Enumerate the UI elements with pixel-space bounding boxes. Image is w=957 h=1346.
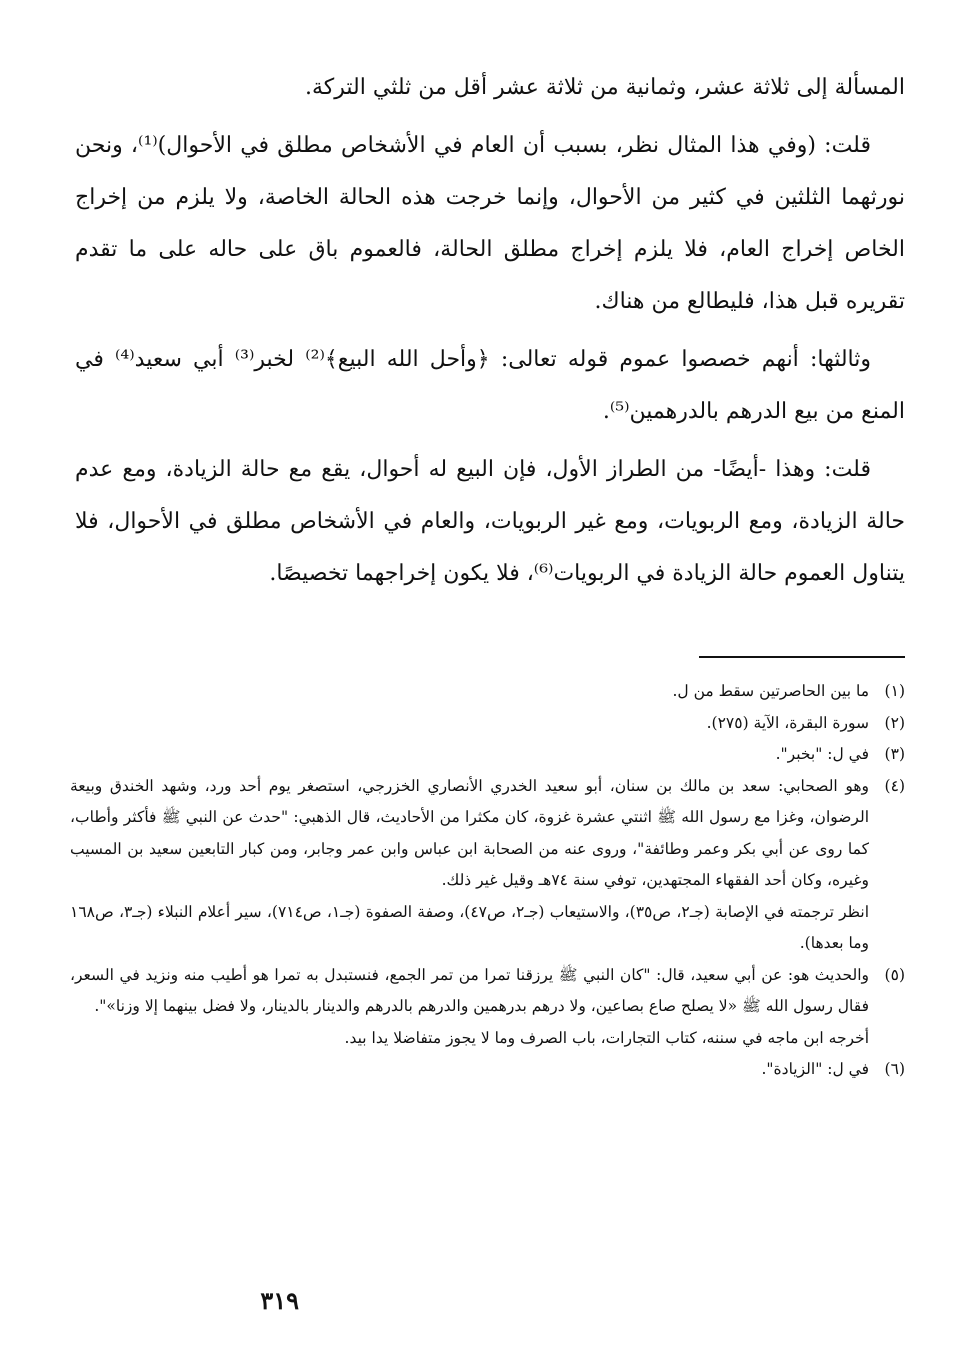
footnote-text <box>70 739 869 771</box>
footnote-1 <box>70 676 905 708</box>
footnote-text <box>70 1054 869 1086</box>
page-number: ٣١٩ <box>260 1286 299 1315</box>
main-text <box>75 62 905 606</box>
footnote-line: وهو الصحابي: سعد بن مالك بن سنان، أبو سعيد الخدري الأنصاري الخزرجي، استصغر يوم أحد ورد، وشهد الخندق وبيعة الرضوان، وغزا مع رسول الله ﷺ اثنتي عشرة غزوة، كان مكثرا من الأحاديث، قال الذهبي: "حدث عن النبي ﷺ فأكثر وأطاب، كما روى عن أبي بكر وعمر وطائفة"، وروى عنه من الصحابة ابن عباس وابن عمر وجابر، ومن كبار التابعين سعيد بن المسيب وغيره، وكان أحد الفقهاء المجتهدين، توفي سنة ٧٤هـ وقيل غير ذلك. <box>70 776 870 889</box>
footnote-number: (٢) <box>884 713 905 732</box>
paragraph-qultu-1: قلت: (وفي هذا المثال نظر، بسبب أن العام في الأشخاص مطلق في الأحوال)⁽¹⁾، ونحن نورثهما الثلثين في كثير من الأحوال، وإنما خرجت هذه الحالة الخاصة، ولا يلزم من إخراج الخاص إخراج العام، فلا يلزم إخراج مطلق الحالة، فالعموم باق على حاله على ما تقدم تقريره قبل هذا، فليطالع من هناك. <box>75 133 905 314</box>
footnote-line: أخرجه ابن ماجه في سننه، كتاب التجارات، باب الصرف وما لا يجوز متفاضلا يدا بيد. <box>344 1028 869 1047</box>
footnote-4 <box>70 771 905 960</box>
footnote-text <box>70 960 869 1055</box>
footnote-text <box>70 708 869 740</box>
footnote-line: في ل: "الزيادة". <box>761 1060 869 1078</box>
footnote-line: والحديث هو: عن أبي سعيد، قال: "كان النبي ﷺ يرزقنا تمرا من تمر الجمع، فنستبدل به تمرا هو أطيب منه ونزيد في السعر، فقال رسول الله ﷺ «لا يصلح صاع بصاعين، ولا درهم بدرهمين والدرهم بالدرهم والدينار بالدينار، ولا فضل بينهما إلا وزنا»". <box>70 965 869 1015</box>
paragraph-qultu-2: قلت: وهذا -أيضًا- من الطراز الأول، فإن البيع له أحوال، يقع مع حالة الزيادة، ومع عدم حالة الزيادة، ومع الربويات، ومع غير الربويات، والعام في الأشخاص مطلق في الأحوال، فلا يتناول العموم حالة الزيادة في الربويات⁽⁶⁾، فلا يكون إخراجهما تخصيصًا. <box>75 457 905 586</box>
footnote-6 <box>70 1054 905 1086</box>
paragraph-continuation: المسألة إلى ثلاثة عشر، وثمانية من ثلاثة عشر أقل من ثلثي التركة. <box>305 75 905 100</box>
footnote-line: في ل: "بخبر". <box>775 745 869 763</box>
footnote-line: سورة البقرة، الآية (٢٧٥). <box>706 713 869 732</box>
footnote-5 <box>70 960 905 1055</box>
footnote-number: (٤) <box>884 776 905 795</box>
footnote-text <box>70 676 869 708</box>
footnote-line: ما بين الحاصرتين سقط من ل. <box>672 682 869 700</box>
footnote-number: (٦) <box>884 1060 905 1078</box>
footnote-line: انظر ترجمته في الإصابة (جـ٢، ص٣٥)، والاستيعاب (جـ٢، ص٤٧)، وصفة الصفوة (جـ١، ص٧١٤)، سير أعلام النبلاء (جـ٣، ص١٦٨ وما بعدها). <box>70 902 870 952</box>
footnote-3 <box>70 739 905 771</box>
footnote-text <box>70 771 869 960</box>
paragraph-thalithuha: وثالثها: أنهم خصصوا عموم قوله تعالى: ﴿وأحل الله البيع﴾⁽²⁾ لخبر⁽³⁾ أبي سعيد⁽⁴⁾ في المنع من بيع الدرهم بالدرهمين⁽⁵⁾. <box>75 347 905 424</box>
footnote-number: (١) <box>884 682 905 700</box>
footnote-number: (٣) <box>884 745 905 763</box>
footnote-2 <box>70 708 905 740</box>
footnote-number: (٥) <box>884 965 905 984</box>
footnote-divider <box>699 656 905 658</box>
footnotes <box>70 676 905 1086</box>
